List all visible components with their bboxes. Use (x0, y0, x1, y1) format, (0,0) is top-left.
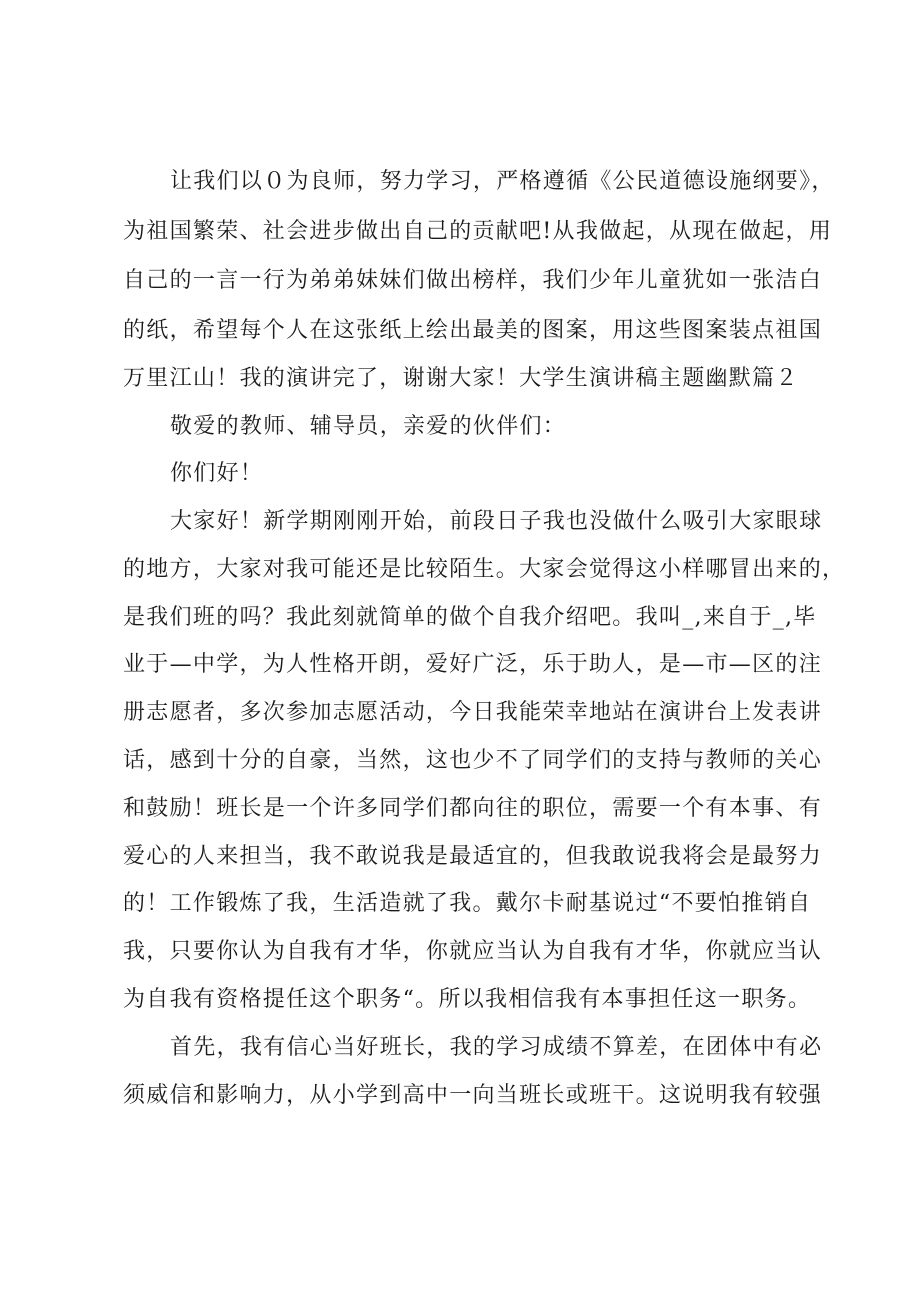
salutation-line: 敬爱的教师、辅导员，亲爱的伙伴们： (170, 414, 567, 439)
paragraph-line: 的地方，大家对我可能还是比较陌生。大家会觉得这小样哪冒出来的， (123, 557, 846, 582)
paragraph-line: 大家好！新学期刚刚开始，前段日子我也没做什么吸引大家眼球 (170, 509, 823, 534)
paragraph-line: 是我们班的吗？我此刻就简单的做个自我介绍吧。我叫_,来自于_,毕 (123, 605, 817, 630)
paragraph-line: 为自我有资格提任这个职务“。所以我相信我有本事担任这一职务。 (123, 987, 812, 1012)
paragraph-line: 的！工作锻炼了我，生活造就了我。戴尔卡耐基说过“不要怕推销自 (123, 891, 812, 916)
greeting-line: 你们好！ (170, 461, 264, 486)
paragraph-line: 让我们以０为良师，努力学习，严格遵循《公民道德设施纲要》， (170, 169, 835, 194)
paragraph-line: 为祖国繁荣、社会进步做出自己的贡献吧!从我做起，从现在做起，用 (123, 219, 833, 244)
paragraph-line: 爱心的人来担当，我不敢说我是最适宜的，但我敢说我将会是最努力 (123, 844, 823, 869)
paragraph-line: 和鼓励！班长是一个许多同学们都向往的职位，需要一个有本事、有 (123, 796, 823, 821)
paragraph-line: 我，只要你认为自我有才华，你就应当认为自我有才华，你就应当认 (123, 939, 823, 964)
paragraph-line: 册志愿者，多次参加志愿活动，今日我能荣幸地站在演讲台上发表讲 (123, 700, 823, 725)
paragraph-line: 须威信和影响力，从小学到高中一向当班长或班干。这说明我有较强 (123, 1083, 823, 1108)
paragraph-line: 业于—中学，为人性格开朗，爱好广泛，乐于助人，是—市—区的注 (123, 652, 823, 677)
paragraph-line: 的纸，希望每个人在这张纸上绘出最美的图案，用这些图案装点祖国 (123, 318, 823, 343)
paragraph-line: 话，感到十分的自豪，当然，这也少不了同学们的支持与教师的关心 (123, 748, 823, 773)
paragraph-line: 自己的一言一行为弟弟妹妹们做出榜样，我们少年儿童犹如一张洁白 (123, 268, 823, 293)
paragraph-line: 首先，我有信心当好班长，我的学习成绩不算差，在团体中有必 (170, 1035, 823, 1060)
paragraph-line: 万里江山！我的演讲完了，谢谢大家！大学生演讲稿主题幽默篇２ (123, 366, 799, 391)
